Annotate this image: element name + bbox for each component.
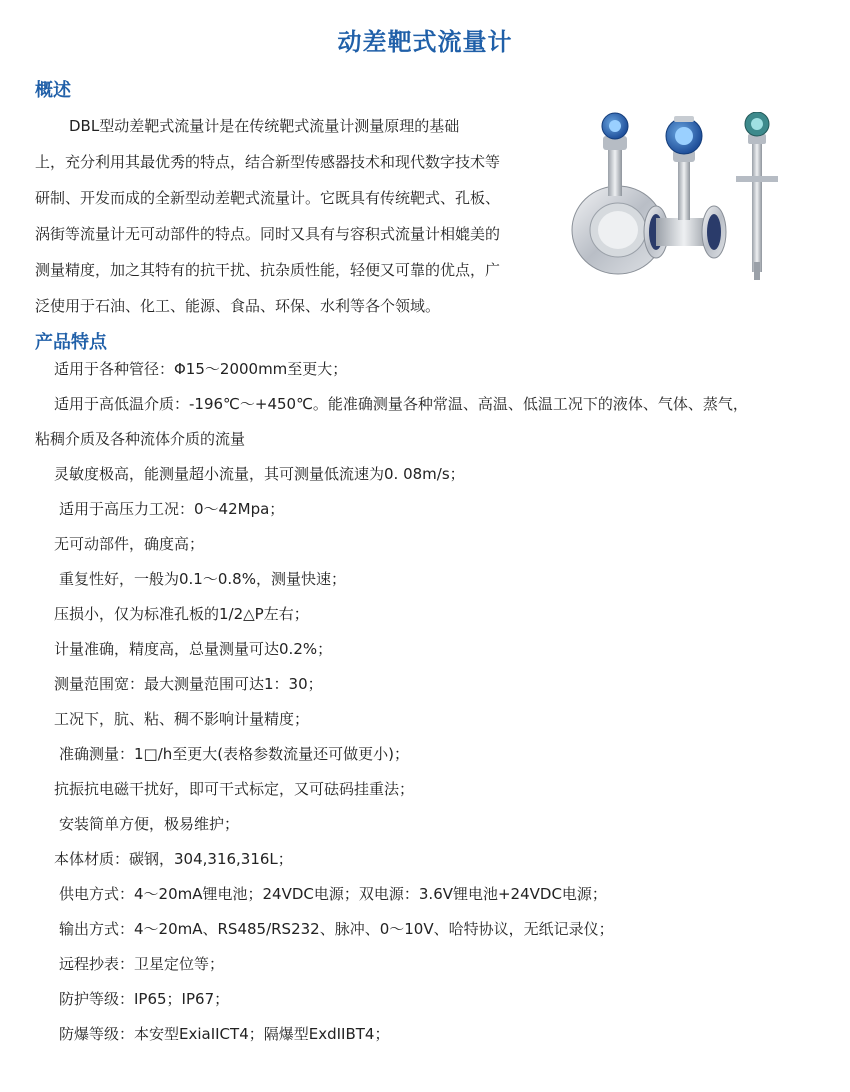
overview-line: DBL型动差靶式流量计是在传统靶式流量计测量原理的基础 bbox=[69, 117, 460, 135]
overview-line: 上，充分利用其最优秀的特点，结合新型传感器技术和现代数字技术等 bbox=[35, 153, 501, 171]
feature-item: 远程抄表：卫星定位等； bbox=[59, 955, 225, 973]
overview-heading: 概述 bbox=[35, 80, 71, 101]
feature-item: 准确测量：1□/h至更大(表格参数流量还可做更小)； bbox=[59, 745, 409, 763]
feature-item: 安装简单方便，极易维护； bbox=[59, 815, 240, 833]
product-image bbox=[570, 112, 800, 282]
feature-item: 防爆等级：本安型ExiaIICT4；隔爆型ExdIIBT4； bbox=[59, 1025, 390, 1043]
pipe-flowmeter bbox=[644, 116, 726, 258]
overview-line: 涡街等流量计无可动部件的特点。同时又具有与容积式流量计相媲美的 bbox=[35, 225, 501, 243]
feature-item: 灵敏度极高，能测量超小流量，其可测量低流速为0. 08m/s； bbox=[54, 465, 465, 483]
feature-item: 防护等级：IP65；IP67； bbox=[59, 990, 230, 1008]
feature-item: 重复性好，一般为0.1～0.8%，测量快速； bbox=[59, 570, 346, 588]
feature-item: 粘稠介质及各种流体介质的流量 bbox=[35, 430, 246, 448]
feature-item: 抗振抗电磁干扰好，即可干式标定，又可砝码挂重法； bbox=[54, 780, 415, 798]
feature-item: 压损小，仅为标准孔板的1/2△P左右； bbox=[54, 605, 309, 623]
feature-item: 适用于高低温介质：-196℃～+450℃。能准确测量各种常温、高温、低温工况下的液体、气体、蒸气， bbox=[54, 395, 748, 413]
overview-line: 研制、开发而成的全新型动差靶式流量计。它既具有传统靶式、孔板、 bbox=[35, 189, 501, 207]
insertion-flowmeter bbox=[736, 112, 778, 280]
feature-item: 无可动部件，确度高； bbox=[54, 535, 205, 553]
overview-line: 泛使用于石油、化工、能源、食品、环保、水利等各个领域。 bbox=[35, 297, 441, 315]
feature-item: 适用于各种管径：Φ15～2000mm至更大； bbox=[54, 360, 348, 378]
feature-item: 供电方式：4～20mA锂电池；24VDC电源；双电源：3.6V锂电池+24VDC电源； bbox=[59, 885, 607, 903]
overview-line: 测量精度，加之其特有的抗干扰、抗杂质性能，轻便又可靠的优点，广 bbox=[35, 261, 501, 279]
feature-item: 本体材质：碳钢，304,316,316L； bbox=[54, 850, 293, 868]
feature-item: 输出方式：4～20mA、RS485/RS232、脉冲、0～10V、哈特协议，无纸记录仪； bbox=[59, 920, 614, 938]
page-title: 动差靶式流量计 bbox=[337, 28, 513, 56]
feature-item: 适用于高压力工况：0～42Mpa； bbox=[59, 500, 285, 518]
overview-paragraph bbox=[35, 108, 565, 324]
feature-item: 工况下，肮、粘、稠不影响计量精度； bbox=[54, 710, 310, 728]
feature-item: 计量准确，精度高，总量测量可达0.2%； bbox=[54, 640, 333, 658]
features-heading: 产品特点 bbox=[35, 332, 107, 353]
feature-item: 测量范围宽：最大测量范围可达1：30； bbox=[54, 675, 323, 693]
